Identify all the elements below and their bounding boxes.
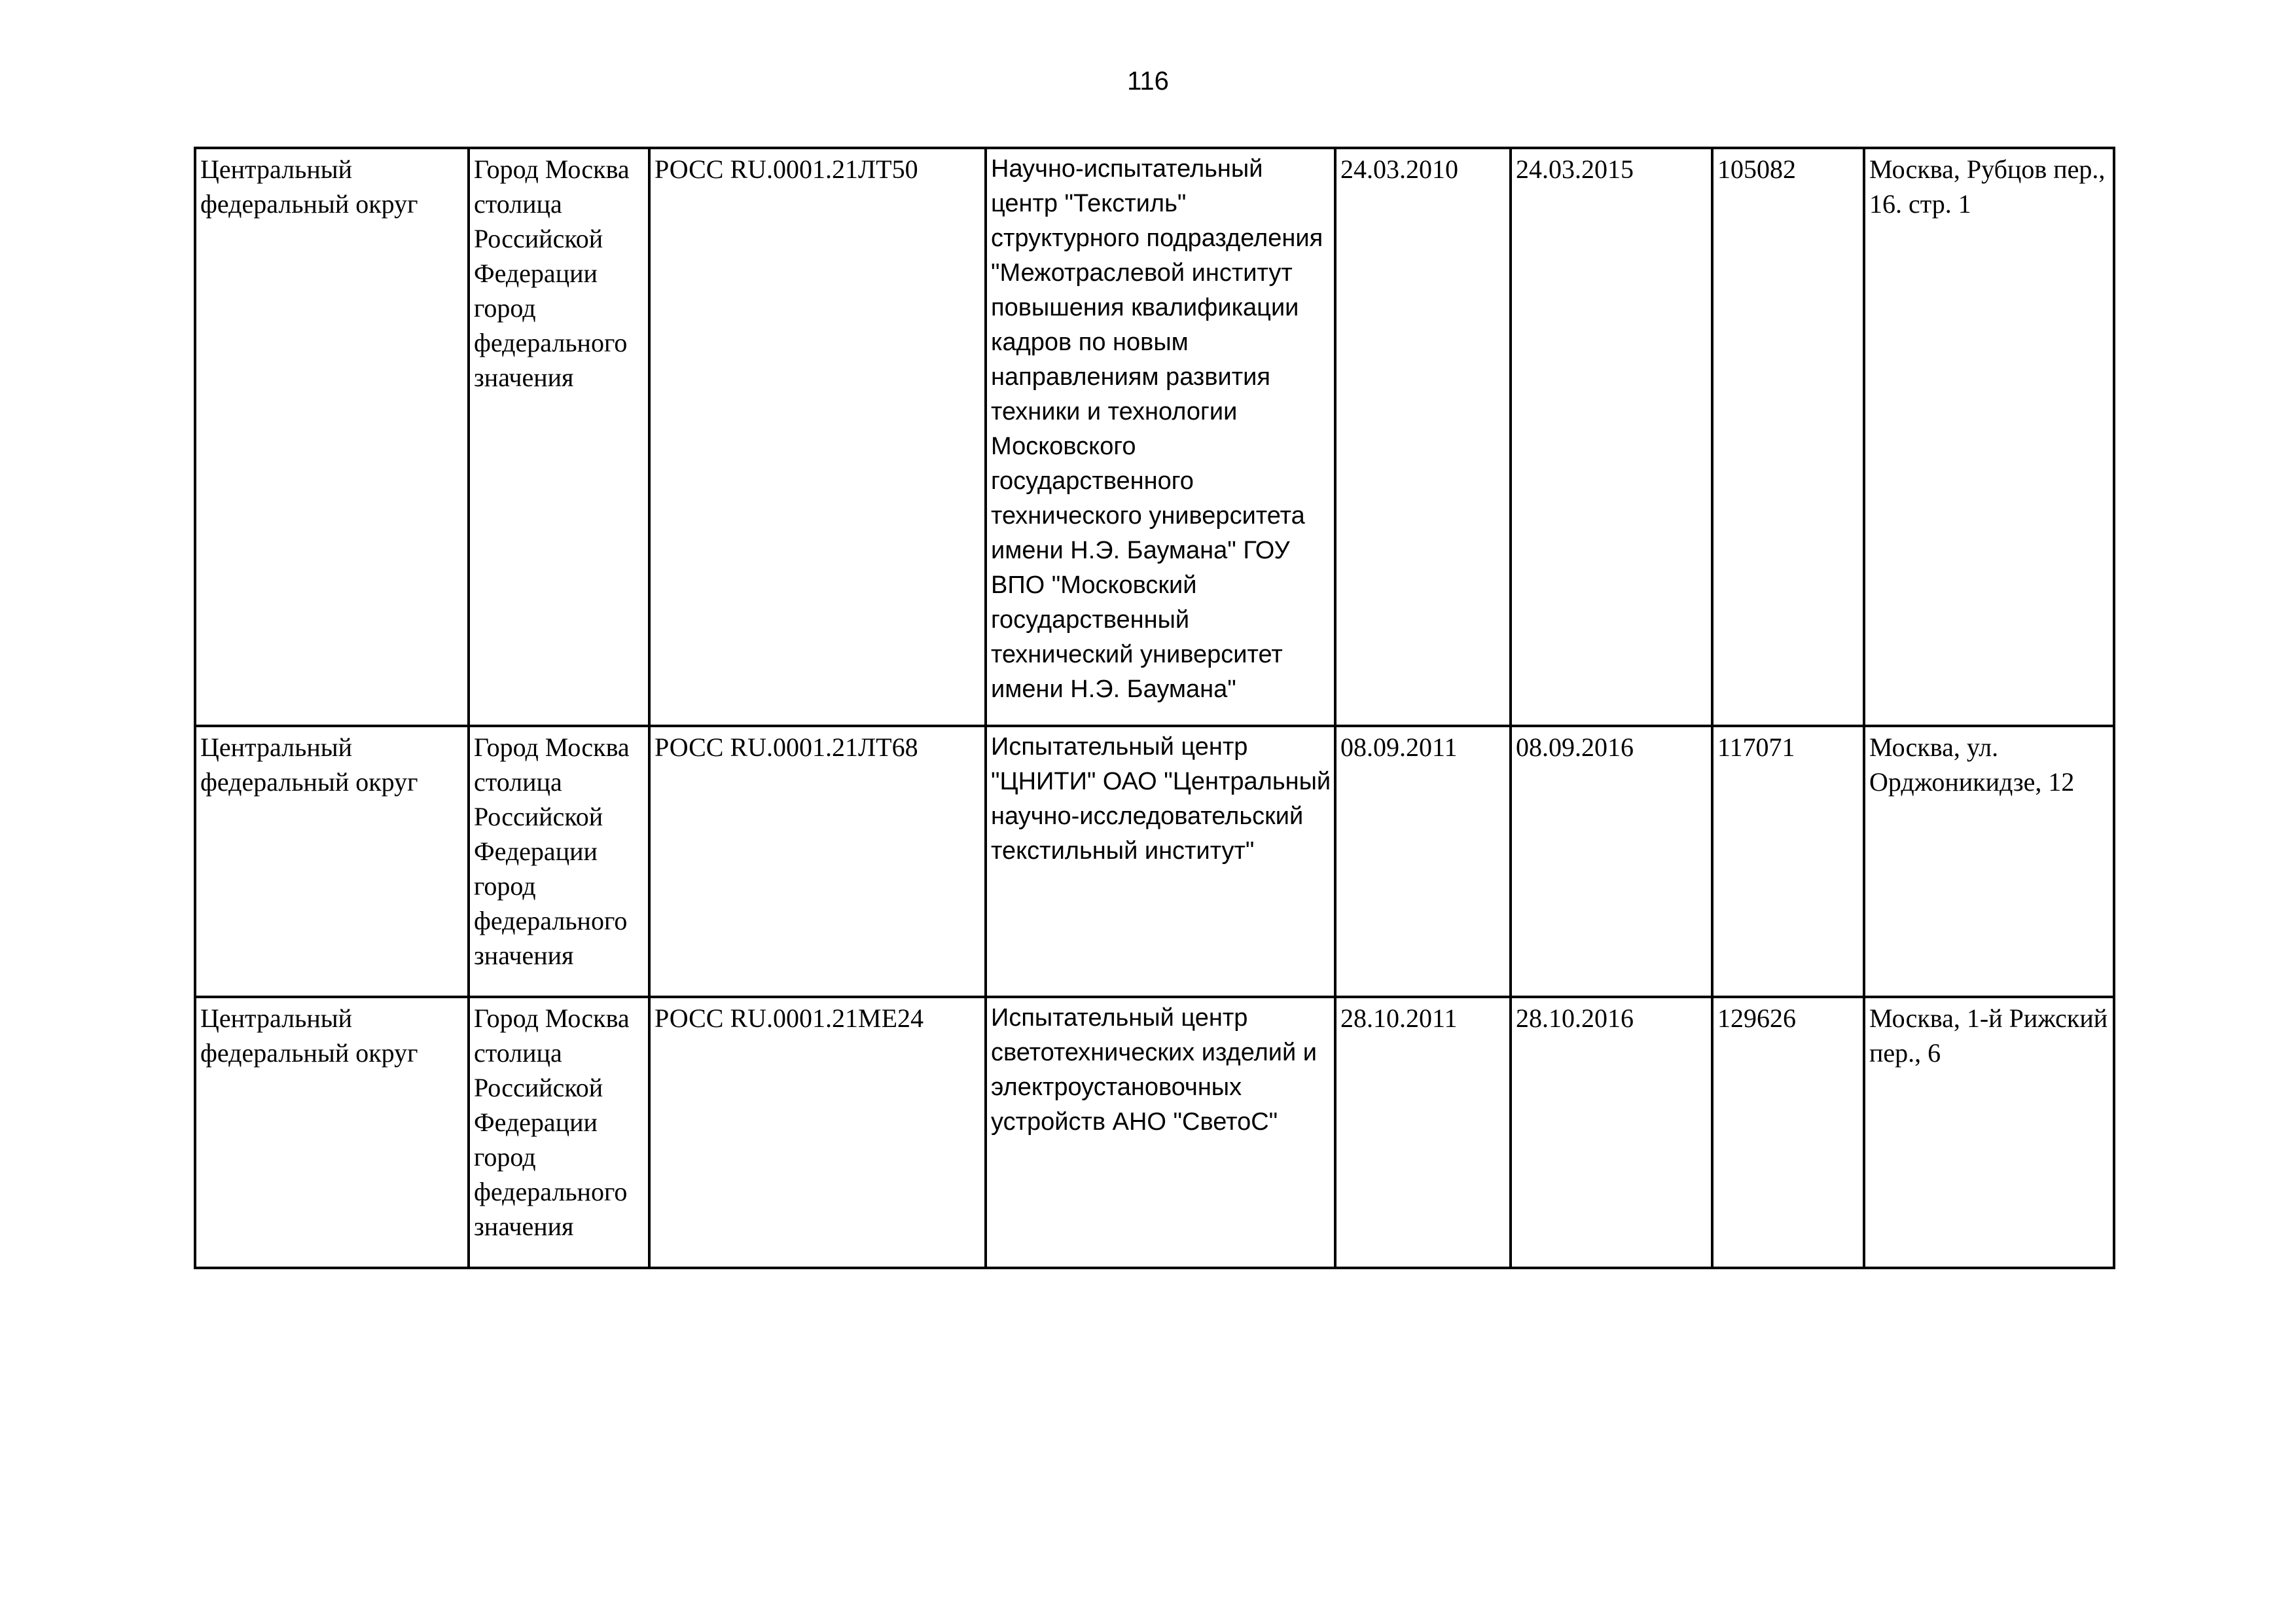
address-cell: Москва, 1-й Рижский пер., 6 <box>1864 997 2114 1268</box>
registration-number-cell: РОСС RU.0001.21МЕ24 <box>649 997 986 1268</box>
date-from-cell: 08.09.2011 <box>1335 726 1511 997</box>
registration-number-cell: РОСС RU.0001.21ЛТ50 <box>649 148 986 726</box>
district-cell: Центральный федеральный округ <box>195 997 469 1268</box>
date-from-cell: 28.10.2011 <box>1335 997 1511 1268</box>
district-cell: Центральный федеральный округ <box>195 148 469 726</box>
registry-table <box>194 147 2115 1269</box>
table-row <box>195 148 2114 726</box>
postcode-cell: 105082 <box>1712 148 1864 726</box>
region-cell: Город Москва столица Российской Федерации город федерального значения <box>469 726 649 997</box>
region-cell: Город Москва столица Российской Федерации город федерального значения <box>469 997 649 1268</box>
address-cell: Москва, Рубцов пер., 16. стр. 1 <box>1864 148 2114 726</box>
postcode-cell: 129626 <box>1712 997 1864 1268</box>
date-to-cell: 24.03.2015 <box>1511 148 1712 726</box>
organization-cell: Научно-испытательный центр "Текстиль" структурного подразделения "Межотраслевой институт повышения квалификации кадров по новым направлениям развития техники и технологии Московского государственного технического университета имени Н.Э. Баумана" ГОУ ВПО "Московский государственный технический университет имени Н.Э. Баумана" <box>986 148 1335 726</box>
table-row <box>195 997 2114 1268</box>
page-number: 116 <box>1127 67 1169 96</box>
postcode-cell: 117071 <box>1712 726 1864 997</box>
region-cell: Город Москва столица Российской Федерации город федерального значения <box>469 148 649 726</box>
address-cell: Москва, ул. Орджоникидзе, 12 <box>1864 726 2114 997</box>
organization-cell: Испытательный центр "ЦНИТИ" ОАО "Центральный научно-исследовательский текстильный институт" <box>986 726 1335 997</box>
registration-number-cell: РОСС RU.0001.21ЛТ68 <box>649 726 986 997</box>
district-cell: Центральный федеральный округ <box>195 726 469 997</box>
date-from-cell: 24.03.2010 <box>1335 148 1511 726</box>
organization-cell: Испытательный центр светотехнических изделий и электроустановочных устройств АНО "СветоС" <box>986 997 1335 1268</box>
date-to-cell: 28.10.2016 <box>1511 997 1712 1268</box>
date-to-cell: 08.09.2016 <box>1511 726 1712 997</box>
table-row <box>195 726 2114 997</box>
